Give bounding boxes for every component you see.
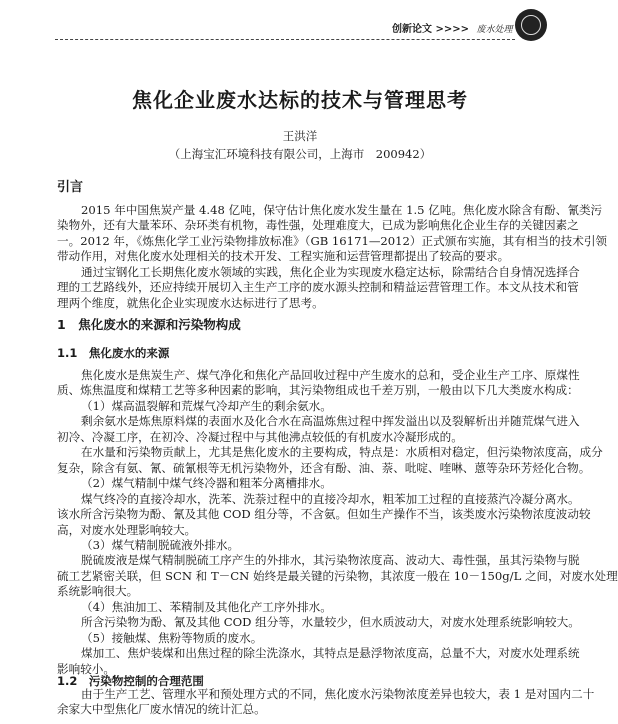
intro-heading: 引言: [57, 180, 84, 195]
text-line: 所含污染物为酚、氰及其他 COD 组分等，水量较少，但水质波动大，对废水处理系统影响较大。: [81, 615, 580, 630]
text-line: 染物外，还有大量苯环、杂环类有机物，毒性强，处理难度大，已成为影响焦化企业生存的关键因素之: [57, 218, 579, 233]
text-line: 一。2012 年，《炼焦化学工业污染物排放标准》（GB 16171—2012）正式颁布实施，其有相当的技术引领: [57, 233, 608, 248]
section-label: 废水处理: [476, 25, 513, 35]
text-line: 脱硫废液是煤气精制脱硫工序产生的外排水，其污染物浓度高、波动大、毒性强，虽其污染物与脱: [81, 553, 580, 568]
text-line: 系统影响很大。: [57, 584, 139, 599]
text-line: 焦化废水是焦炭生产、煤气净化和焦化产品回收过程中产生废水的总和，受企业生产工序、原煤性: [81, 368, 580, 382]
text-line: 理两个维度，就焦化企业实现废水达标进行了思考。: [57, 295, 324, 310]
text-line: 煤气终冷的直接冷却水，洗苯、洗萘过程中的直接冷却水，粗苯加工过程的直接蒸汽冷凝分离水。: [81, 491, 580, 506]
column-label: 创新论文: [392, 24, 432, 35]
text-line: 理的工艺路线外，还应持续开展切入主生产工序的废水源头控制和精益运营管理工作。本文从技术和管: [57, 280, 579, 295]
text-line: （4）焦油加工、苯精制及其他化产工序外排水。: [81, 599, 332, 614]
text-line: 余家大中型焦化厂废水情况的统计汇总。: [57, 702, 266, 717]
header-arrows: >>>>: [435, 24, 469, 35]
text-line: 煤加工、焦炉装煤和出焦过程的除尘洗涤水，其特点是悬浮物浓度高，总量不大，对废水处理系统: [81, 646, 580, 661]
section-1-2-body: [57, 687, 595, 718]
text-line: 剩余氨水是炼焦原料煤的表面水及化合水在高温炼焦过程中挥发溢出以及裂解析出并随荒煤气进入: [81, 414, 580, 429]
section-1-heading: 1 焦化废水的来源和污染物构成: [57, 317, 241, 332]
section-1-2-heading: 1.2 污染物控制的合理范围: [57, 674, 204, 688]
text-line: 带动作用，对焦化废水处理相关的技术开发、工程实施和运营管理都提出了较高的要求。: [57, 249, 510, 264]
text-line: 2015 年中国焦炭产量 4.48 亿吨，保守估计焦化废水发生量在 1.5 亿吨。焦化废水除含有酚、氰类污: [81, 203, 603, 217]
text-line: 硫工艺紧密关联，但 SCN 和 T－CN 始终是最关键的污染物，其浓度一般在 10－150g/L 之间，对废水处理: [57, 568, 618, 583]
section-1-1-body: [57, 368, 618, 677]
text-line: 影响较小。: [57, 661, 115, 676]
article-title: 焦化企业废水达标的技术与管理思考: [132, 88, 468, 112]
text-line: 初冷、冷凝工序，在初冷、冷凝过程中与其他沸点较低的有机废水冷凝形成的。: [57, 429, 463, 444]
header-divider: [55, 39, 515, 40]
running-header: [392, 20, 513, 35]
text-line: 在水量和污染物贡献上，尤其是焦化废水的主要构成，特点是：水质相对稳定，但污染物浓度高，成分: [81, 445, 603, 460]
text-line: （1）煤高温裂解和荒煤气冷却产生的剩余氨水。: [81, 398, 332, 413]
text-line: （3）煤气精制脱硫液外排水。: [81, 537, 240, 552]
text-line: 高，对废水处理影响较大。: [57, 522, 197, 537]
intro-body: [57, 203, 608, 311]
text-line: （5）接触煤、焦粉等物质的废水。: [81, 630, 263, 645]
journal-logo-icon: [515, 9, 547, 41]
author: 王洪洋: [282, 129, 318, 143]
text-line: 该水所含污染物为酚、氰及其他 COD 组分等，不含氨。但如生产操作不当，该类废水污染物浓度波动较: [57, 507, 591, 522]
text-line: 通过宝钢化工长期焦化废水领域的实践，焦化企业为实现废水稳定达标，除需结合自身情况选择合: [81, 264, 580, 279]
text-line: （2）煤气精制中煤气终冷器和粗苯分离槽排水。: [81, 476, 332, 491]
affiliation: （上海宝汇环境科技有限公司，上海市 200942）: [168, 147, 432, 161]
text-line: 质、炼焦温度和煤精工艺等多种因素的影响，其污染物组成也千差万别，一般由以下几大类废水构成：: [57, 383, 579, 398]
text-line: 复杂，除含有氨、氰、硫氰根等无机污染物外，还含有酚、油、萘、吡啶、喹啉、蒽等杂环芳烃化合物。: [57, 460, 591, 475]
text-line: 由于生产工艺、管理水平和预处理方式的不同，焦化废水污染物浓度差异也较大，表 1 是对国内二十: [81, 687, 595, 701]
section-1-1-heading: 1.1 焦化废水的来源: [57, 346, 170, 360]
